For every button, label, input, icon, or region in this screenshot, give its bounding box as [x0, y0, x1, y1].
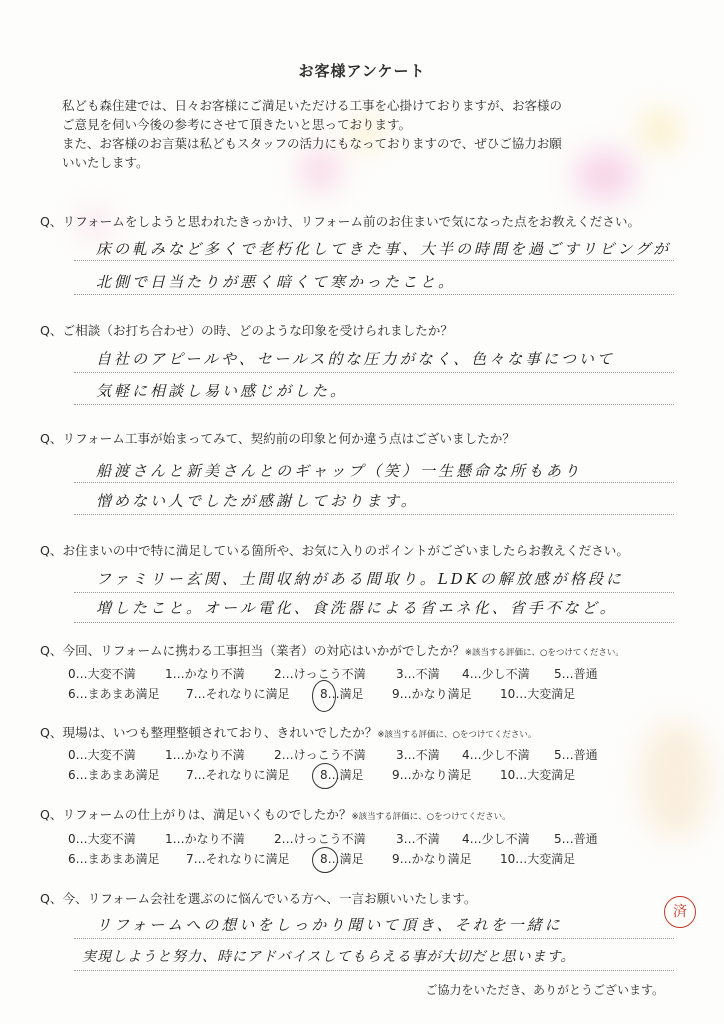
- question-7-note: ※該当する評価に、○をつけてください。: [351, 812, 511, 822]
- scale-option-2[interactable]: 2…けっこう不満: [274, 667, 366, 681]
- answer-rule: [74, 592, 674, 593]
- scale-option-0[interactable]: 0…大変不満: [68, 667, 136, 681]
- scale-option-1[interactable]: 1…かなり不満: [165, 667, 245, 681]
- scale-option-0[interactable]: 0…大変不満: [68, 832, 136, 846]
- scale-option-3[interactable]: 3…不満: [396, 832, 440, 846]
- intro-line: 私ども森住建では、日々お客様にご満足いただける工事を心掛けておりますが、お客様の: [62, 98, 563, 113]
- scale-option-1[interactable]: 1…かなり不満: [165, 832, 245, 846]
- answer-8-line-2: 実現しようと努力、時にアドバイスしてもらえる事が大切だと思います。: [82, 949, 576, 965]
- scale-option-8[interactable]: 8…満足: [320, 687, 364, 701]
- scale-option-4[interactable]: 4…少し不満: [462, 748, 530, 762]
- scale-option-2[interactable]: 2…けっこう不満: [274, 748, 366, 762]
- question-5: [40, 640, 624, 659]
- scale-option-7[interactable]: 7…それなりに満足: [186, 687, 290, 701]
- rating-scale-7: [68, 830, 628, 870]
- answer-rule: [74, 260, 674, 261]
- answer-rule: [74, 622, 674, 623]
- question-4: Q、お住まいの中で特に満足している箇所や、お気に入りのポイントがございましたらお教えください。: [40, 543, 629, 558]
- scale-option-9[interactable]: 9…かなり満足: [392, 768, 472, 782]
- answer-rule: [74, 970, 674, 971]
- scale-option-8[interactable]: 8…満足: [320, 768, 364, 782]
- scale-option-0[interactable]: 0…大変不満: [68, 748, 136, 762]
- question-6-note: ※該当する評価に、○をつけてください。: [377, 730, 537, 740]
- page-title: お客様アンケート: [298, 62, 426, 80]
- intro-line: また、お客様のお言葉は私どもスタッフの活力にもなっておりますので、ぜひご協力お願: [62, 136, 562, 151]
- answer-rule: [74, 372, 674, 373]
- answer-4-line-2: 増したこと。オール電化、食洗器による省エネ化、省手不など。: [96, 599, 618, 617]
- scale-option-5[interactable]: 5…普通: [554, 832, 598, 846]
- question-2: Q、ご相談（お打ち合わせ）の時、どのような印象を受けられましたか？: [40, 323, 453, 338]
- scale-option-2[interactable]: 2…けっこう不満: [274, 832, 366, 846]
- answer-8-line-1: リフォームへの想いをしっかり聞いて頂き、それを一緒に: [96, 916, 563, 934]
- answer-rule: [74, 482, 674, 483]
- question-7-text: Q、リフォームの仕上がりは、満足いくものでしたか？: [40, 807, 352, 822]
- question-5-note: ※該当する評価に、○をつけてください。: [464, 648, 624, 658]
- scale-option-6[interactable]: 6…まあまあ満足: [68, 687, 160, 701]
- intro-line: ご意見を伺い今後の参考にさせて頂きたいと思っております。: [62, 117, 412, 132]
- scale-option-8[interactable]: 8…満足: [320, 852, 364, 866]
- answer-1-line-1: 床の軋みなど多くで老朽化してきた事、大半の時間を過ごすリビングが: [96, 240, 672, 258]
- scale-option-4[interactable]: 4…少し不満: [462, 832, 530, 846]
- scale-option-9[interactable]: 9…かなり満足: [392, 852, 472, 866]
- question-8: Q、今、リフォーム会社を選ぶのに悩んでいる方へ、一言お願いいたします。: [40, 891, 477, 906]
- answer-2-line-1: 自社のアピールや、セールス的な圧力がなく、色々な事について: [96, 350, 615, 368]
- question-3: Q、リフォーム工事が始まってみて、契約前の印象と何か違う点はございましたか？: [40, 431, 515, 446]
- rating-scale-6: [68, 746, 628, 786]
- scale-option-5[interactable]: 5…普通: [554, 748, 598, 762]
- answer-3-line-2: 憎めない人でしたが感謝しております。: [96, 492, 419, 510]
- question-1: Q、リフォームをしようと思われたきっかけ、リフォーム前のお住まいで気になった点をお教えください。: [40, 214, 641, 229]
- scale-option-1[interactable]: 1…かなり不満: [165, 748, 245, 762]
- intro-line: いいたします。: [62, 155, 149, 170]
- rating-scale-5: [68, 665, 628, 705]
- question-5-text: Q、今回、リフォームに携わる工事担当（業者）の対応はいかがでしたか？: [40, 643, 465, 658]
- scale-option-10[interactable]: 10…大変満足: [500, 687, 576, 701]
- answer-2-line-2: 気軽に相談し易い感じがした。: [96, 382, 349, 400]
- answer-1-line-2: 北側で日当たりが悪く暗くて寒かったこと。: [96, 273, 457, 291]
- answer-4-line-1: ファミリー玄関、土間収納がある間取り。LDKの解放感が格段に: [96, 570, 624, 588]
- scale-option-6[interactable]: 6…まあまあ満足: [68, 768, 160, 782]
- selected-rating-circle: [312, 847, 338, 873]
- answer-3-line-1: 船渡さんと新美さんとのギャップ（笑）一生懸命な所もあり: [96, 462, 583, 480]
- scale-option-5[interactable]: 5…普通: [554, 667, 598, 681]
- closing-message: ご協力をいただき、ありがとうございます。: [425, 983, 664, 997]
- scale-option-7[interactable]: 7…それなりに満足: [186, 768, 290, 782]
- selected-rating-circle: [312, 763, 338, 789]
- scale-option-10[interactable]: 10…大変満足: [500, 768, 576, 782]
- question-7: [40, 804, 511, 823]
- scale-option-10[interactable]: 10…大変満足: [500, 852, 576, 866]
- scale-option-7[interactable]: 7…それなりに満足: [186, 852, 290, 866]
- answer-rule: [74, 938, 674, 939]
- answer-rule: [74, 404, 674, 405]
- reviewed-stamp: 済: [664, 896, 696, 928]
- scale-option-9[interactable]: 9…かなり満足: [392, 687, 472, 701]
- flower-decoration: [640, 720, 710, 840]
- question-6-text: Q、現場は、いつも整理整頓されており、きれいでしたか？: [40, 725, 378, 740]
- scale-option-3[interactable]: 3…不満: [396, 748, 440, 762]
- scale-option-6[interactable]: 6…まあまあ満足: [68, 852, 160, 866]
- question-6: [40, 722, 536, 741]
- selected-rating-circle: [312, 680, 336, 712]
- scale-option-3[interactable]: 3…不満: [396, 667, 440, 681]
- scale-option-4[interactable]: 4…少し不満: [462, 667, 530, 681]
- answer-rule: [74, 294, 674, 295]
- answer-rule: [74, 514, 674, 515]
